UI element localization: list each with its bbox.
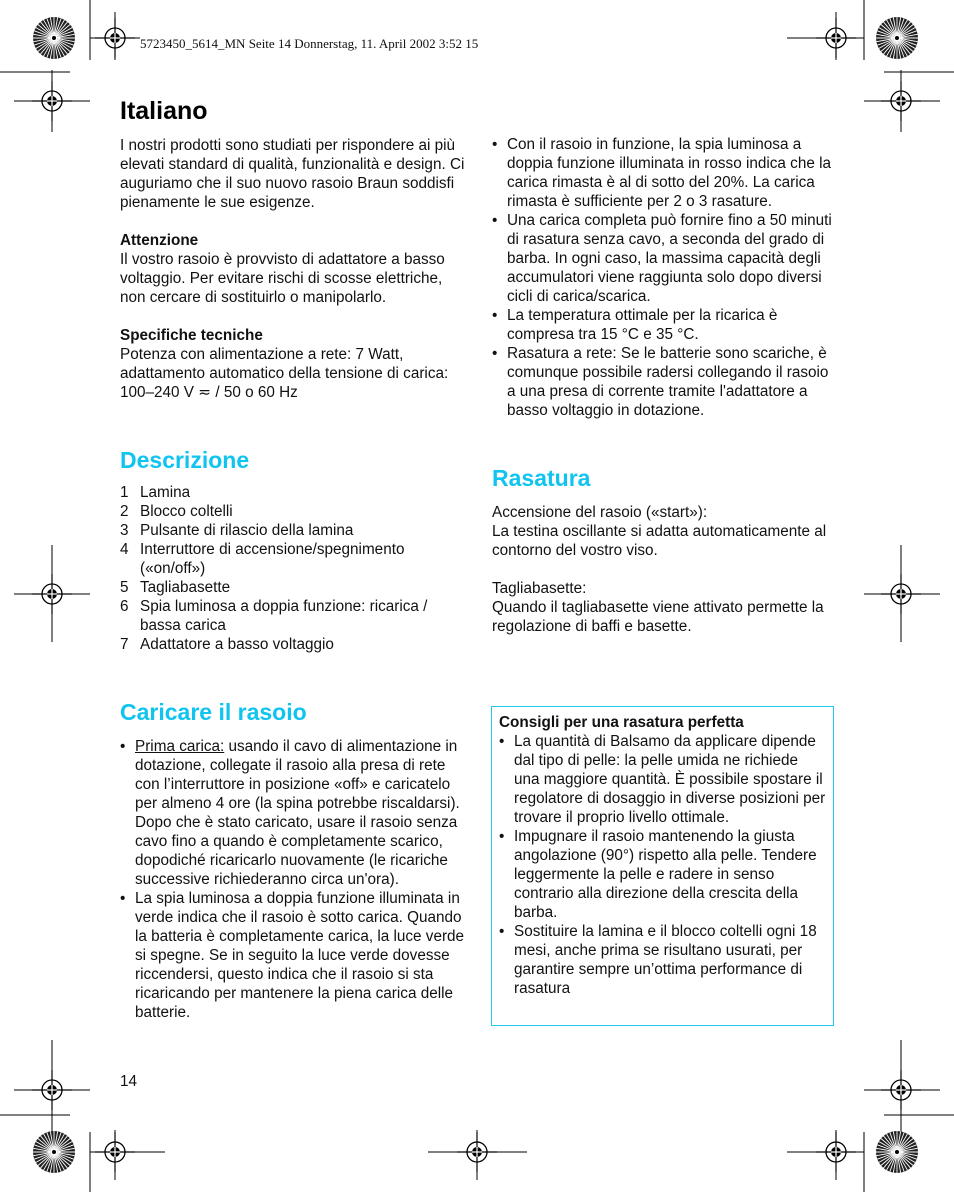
rasatura-heading: Rasatura xyxy=(492,465,591,491)
left-column xyxy=(120,96,470,1022)
list-item: • Con il rasoio in funzione, la spia luminosa a doppia funzione illuminata in rosso indica che la carica rimasta è al di sotto del 20%. La carica rimasta è sufficiente per 2 o 3 rasature. xyxy=(492,136,831,210)
tips-box xyxy=(491,706,834,1026)
list-item: • Rasatura a rete: Se le batterie sono scariche, è comunque possibile radersi collegando il rasoio a una presa di corrente tramite l'adattatore a basso voltaggio in dotazione. xyxy=(492,345,829,419)
intro-paragraph: I nostri prodotti sono studiati per rispondere ai più elevati standard di qualità, funzionalità e design. Ci auguriamo che il suo nuovo rasoio Braun soddisfi pienamente le sue esigenze. xyxy=(120,137,465,211)
attention-heading: Attenzione xyxy=(120,232,199,249)
list-item: • Sostituire la lamina e il blocco coltelli ogni 18 mesi, anche prima se risultano usurati, per garantire sempre un’ottima performance di rasatura xyxy=(499,923,817,997)
descrizione-list xyxy=(120,483,470,654)
list-item: • La temperatura ottimale per la ricarica è compresa tra 15 °C e 35 °C. xyxy=(492,307,778,343)
attention-text: Il vostro rasoio è provvisto di adattatore a basso voltaggio. Per evitare rischi di scosse elettriche, non cercare di sostituirlo o manipolarlo. xyxy=(120,251,445,306)
list-item: • La spia luminosa a doppia funzione illuminata in verde indica che il rasoio è sotto carica. Quando la batteria è completamente carica, la luce verde si spegne. Se in seguito la luce verde dovesse riccendersi, questo indica che il rasoio si sta ricaricando per mantenere la piena carica delle batterie. xyxy=(120,890,465,1021)
list-item: 3 Pulsante di rilascio della lamina xyxy=(120,522,354,539)
list-item: • Prima carica: usando il cavo di alimentazione in dotazione, collegate il rasoio alla presa di rete con l’interruttore in posizione «off» e caricatelo per almeno 4 ore (la spina potrebbe riscaldarsi). Dopo che è stato caricato, usare il rasoio senza cavo fino a quando è completamente scarico, dopodiché ricaricarlo nuovamente (le ricariche successive richiederanno circa un'ora). xyxy=(120,738,460,888)
caricare-heading: Caricare il rasoio xyxy=(120,699,307,725)
list-item: 7 Adattatore a basso voltaggio xyxy=(120,636,334,653)
list-item: 1 Lamina xyxy=(120,484,191,501)
list-item: • Impugnare il rasoio mantenendo la giusta angolazione (90°) rispetto alla pelle. Tendere leggermente la pelle e radere in senso contrario alla direzione della crescita della barba. xyxy=(499,828,817,921)
caricare-list xyxy=(120,737,470,1022)
rasatura-trimmer-label: Tagliabasette: xyxy=(492,580,587,597)
page-title: Italiano xyxy=(120,97,208,125)
charging-notes-list xyxy=(492,135,837,420)
list-item: 4 Interruttore di accensione/spegnimento («on/off») xyxy=(120,541,405,577)
right-column xyxy=(492,135,837,636)
page-number: 14 xyxy=(120,1073,138,1090)
print-header: 5723450_5614_MN Seite 14 Donnerstag, 11. April 2002 3:52 15 xyxy=(140,36,479,51)
list-item: • La quantità di Balsamo da applicare dipende dal tipo di pelle: la pelle umida ne richiede una maggiore quantità. È possibile spostare il regolatore di dosaggio in diverse posizioni per trovare il proprio livello ottimale. xyxy=(499,733,826,826)
list-item: • Una carica completa può fornire fino a 50 minuti di rasatura senza cavo, a seconda del grado di barba. In ogni caso, la massima capacità degli accumulatori viene raggiunta solo dopo diversi cicli di carica/scarica. xyxy=(492,212,832,305)
tips-list xyxy=(499,732,827,998)
descrizione-heading: Descrizione xyxy=(120,447,250,473)
specs-text: Potenza con alimentazione a rete: 7 Watt, adattamento automatico della tensione di carica: 100–240 V ≂ / 50 o 60 Hz xyxy=(120,346,449,401)
list-item: 2 Blocco coltelli xyxy=(120,503,233,520)
rasatura-trimmer-text: Quando il tagliabasette viene attivato permette la regolazione di baffi e basette. xyxy=(492,599,824,635)
tips-heading: Consigli per una rasatura perfetta xyxy=(499,714,744,731)
specs-heading: Specifiche tecniche xyxy=(120,327,263,344)
list-item: 6 Spia luminosa a doppia funzione: ricarica / bassa carica xyxy=(120,598,428,634)
list-item: 5 Tagliabasette xyxy=(120,579,231,596)
rasatura-start-label: Accensione del rasoio («start»): xyxy=(492,504,708,521)
rasatura-start-text: La testina oscillante si adatta automaticamente al contorno del vostro viso. xyxy=(492,523,827,559)
